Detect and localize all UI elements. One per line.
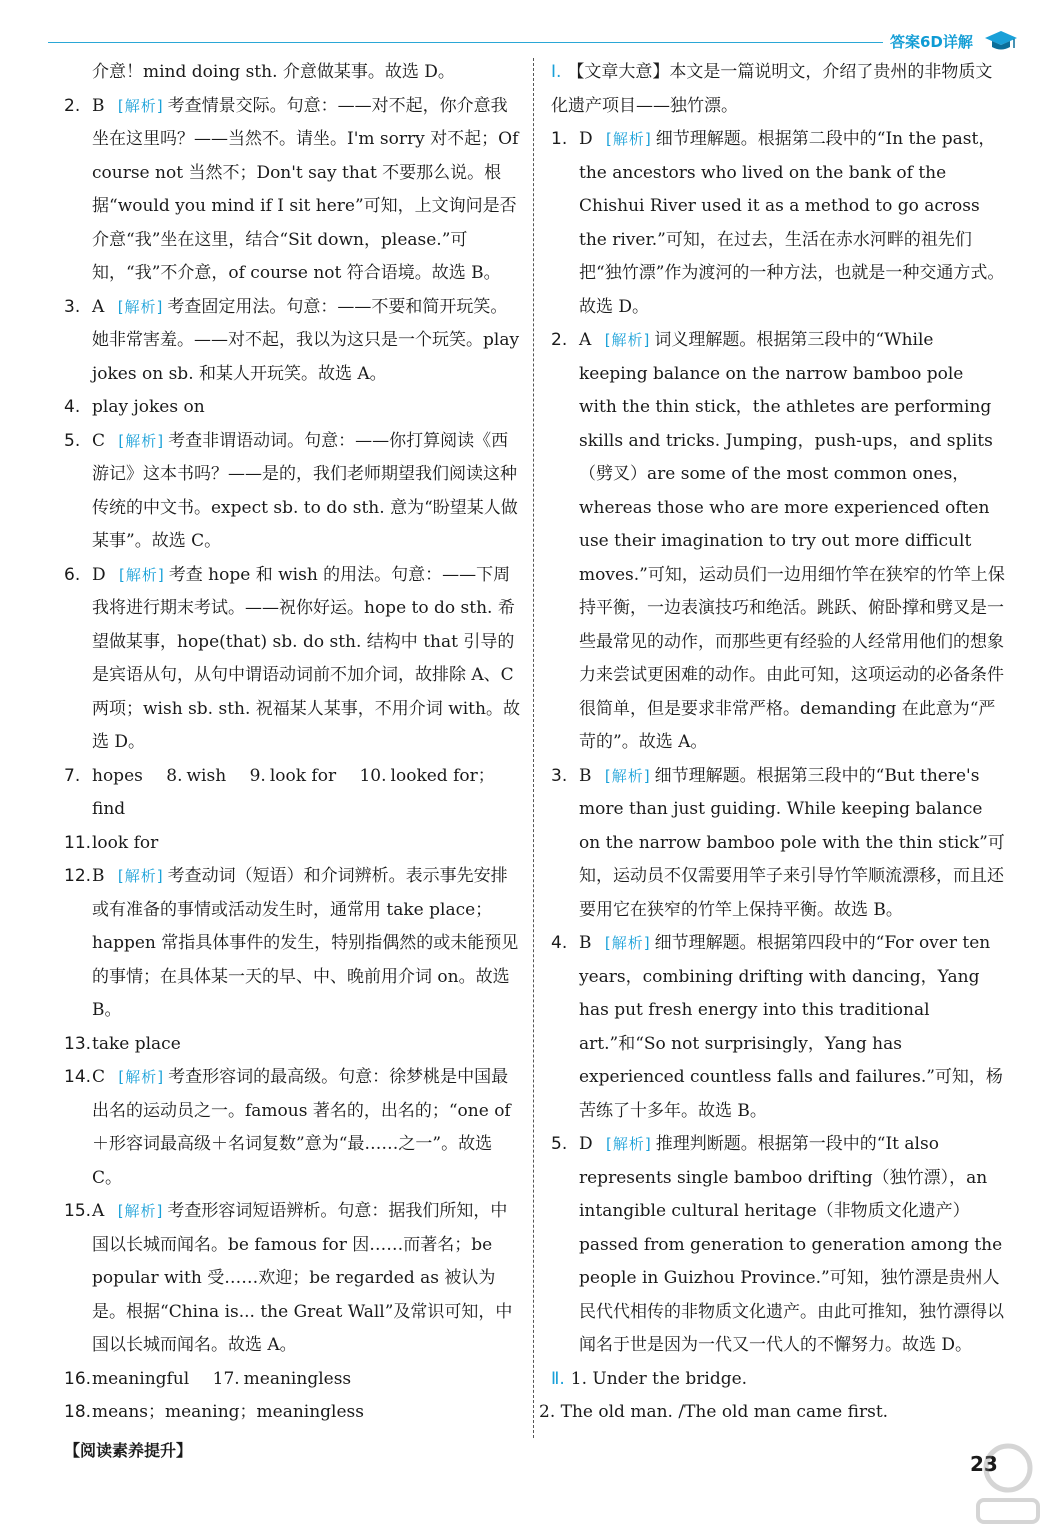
analysis-tag: [解析] [117,96,164,115]
analysis-text: 词义理解题。根据第三段中的“While keeping balance on the narrow bamboo pole with the thin stick，the athletes are performing skills and tricks. Jumping，push-ups，and splits（劈叉）are some of the most common ones，whereas those who are more experienced often use their imagination to try out more difficult moves.”可知，运动员们一边用细竹竿在狭窄的竹竿上保持平衡，一边表演技巧和绝活。跳跃、俯卧撑和劈叉是一些最常见的动作，而那些更有经验的人经常用他们的想象力来尝试更困难的动作。由此可知，这项运动的必备条件很简单，但是要求非常严格。demanding 在此意为“严苛的”。故选 A。 [579,330,1005,752]
answer-item-5 [64,425,522,559]
part-number: Ⅰ. [551,62,562,82]
answer-letter: B [92,95,105,116]
item-number: 4. [551,933,568,953]
answer-item-11 [64,827,522,861]
item-number: 9. [249,765,266,786]
reading-answer-3 [551,760,1006,928]
analysis-text: 考查形容词的最高级。句意：徐梦桃是中国最出名的运动员之一。famous 著名的，出名的；“one of＋形容词最高级＋名词复数”意为“最……之一”。故选 C。 [92,1067,511,1188]
answer-letter: D [579,1134,593,1154]
analysis-text: 考查 hope 和 wish 的用法。句意：——下周我将进行期末考试。——祝你好运。hope to do sth. 希望做某事，hope(that) sb. do sth. 结构中 that 引导的是宾语从句，从句中谓语动词前不加介词，故排除 A、C 两项；wish sb. sth. 祝福某人某事，不用介词 with。故选 D。 [92,564,520,752]
answer-text: look for [92,832,159,853]
item-number: 12. [64,866,92,886]
answer-letter: D [92,564,106,585]
analysis-tag: [解析] [606,1135,652,1153]
analysis-tag: [解析] [117,1202,164,1220]
answer-text: 1. Under the bridge. [570,1368,748,1389]
answer-letter: B [579,933,592,953]
part-2-answer-2: 2. The old man. /The old man came first. [539,1402,889,1422]
answer-items-16-17 [64,1363,522,1397]
analysis-text: 考查动词（短语）和介词辨析。表示事先安排或有准备的事情或活动发生时，通常用 take place；happen 常指具体事件的发生，特别指偶然的或未能预见的事情；在具体某一天的早、中、晚前用介词 on。故选 B。 [92,866,519,1020]
part-2-answer-1 [551,1363,1006,1397]
item-number: 5. [64,430,81,451]
answer-item-15 [64,1195,522,1363]
summary-text: 【文章大意】本文是一篇说明文，介绍了贵州的非物质文化遗产项目——独竹漂。 [551,62,993,116]
analysis-text: 考查情景交际。句意：——对不起，你介意我坐在这里吗？——当然不。请坐。I'm sorry 对不起；Of course not 当然不；Don't say that 不要那么说。根据“would you mind if I sit here”可知，上文询问是否介意“我”坐在这里，结合“Sit down，please.”可知，“我”不介意，of course not 符合语境。故选 B。 [92,95,519,283]
item-number: 4. [64,397,81,417]
item-number: 7. [64,765,81,786]
answer-letter: A [579,330,592,350]
answer-text: means；meaning；meaningless [92,1402,364,1422]
answer-letter: C [92,1067,106,1087]
answer-text: play jokes on [92,397,205,417]
analysis-tag: [解析] [118,431,165,450]
answer-item-14 [64,1061,522,1195]
column-divider [533,58,534,1438]
answer-text: meaningless [243,1368,352,1389]
item-number: 2. [551,330,568,350]
analysis-tag: [解析] [119,565,165,584]
item-number: 3. [64,296,81,317]
intro-continuation: 介意！mind doing sth. 介意做某事。故选 D。 [92,62,455,82]
item-number: 8. [166,765,183,786]
answer-item-13 [64,1028,522,1062]
watermark-logo [968,1440,1048,1530]
item-number: 16. [64,1368,92,1389]
answer-item-12 [64,860,522,1028]
graduation-cap-icon [983,28,1019,54]
analysis-tag: [解析] [117,297,164,316]
analysis-text: 考查非谓语动词。句意：——你打算阅读《西游记》这本书吗？——是的，我们老师期望我们阅读这种传统的中文书。expect sb. to do sth. 意为“盼望某人做某事”。故选 C。 [92,430,518,551]
analysis-text: 细节理解题。根据第四段中的“For over ten years，combining drifting with dancing，Yang has put fresh energy into this traditional art.”和“So not surprisingly，Yang has experienced countless falls and failures.”可知，杨苦练了十多年。故选 B。 [579,933,1003,1121]
answer-text: look for [269,765,337,786]
analysis-tag: [解析] [606,130,652,148]
answer-item-4 [64,391,522,425]
reading-answer-5 [551,1128,1006,1363]
answer-letter: B [92,866,105,886]
right-column [539,56,1006,1430]
item-number: 11. [64,832,92,853]
answer-text: hopes [92,765,143,786]
analysis-text: 细节理解题。根据第三段中的“But there's more than just guiding. While keeping balance on the narrow bamboo pole with the thin stick”可知，运动员不仅需要用竿子来引导竹竿顺流漂移，而且还要用它在狭窄的竹竿上保持平衡。故选 B。 [579,765,1005,920]
answer-text: meaningful [92,1368,190,1389]
item-number: 14. [64,1067,92,1087]
analysis-tag: [解析] [604,331,651,349]
item-number: 2. [64,95,81,116]
answer-text: take place [92,1033,181,1054]
item-number: 5. [551,1134,568,1154]
page-header [0,0,1055,58]
reading-answer-1 [551,123,1006,324]
analysis-text: 推理判断题。根据第一段中的“It also represents single bamboo drifting（独竹漂），an intangible cultural heritage（非物质文化遗产）passed from generation to generation among the people in Guizhou Province.”可知，独竹漂是贵州人民代代相传的非物质文化遗产。由此可推知，独竹漂得以闻名于世是因为一代又一代人的不懈努力。故选 D。 [579,1134,1004,1355]
answer-item-2 [64,90,522,291]
item-number: 17. [212,1368,240,1389]
page-number: 23 [970,1452,998,1476]
analysis-tag: [解析] [117,867,164,885]
item-number: 6. [64,564,81,585]
answer-item-18 [64,1396,522,1430]
analysis-text: 考查形容词短语辨析。句意：据我们所知，中国以长城而闻名。be famous for 因……而著名；be popular with 受……欢迎；be regarded as 被认为是。根据“China is... the Great Wall”及常识可知，中国以长城而闻名。故选 A。 [92,1201,513,1355]
analysis-tag: [解析] [118,1068,165,1086]
answer-letter: A [92,1201,105,1221]
section-title: 【阅读素养提升】 [64,1440,193,1460]
answer-text: wish [186,765,227,786]
item-number: 15. [64,1201,92,1221]
item-number: 1. [551,129,568,149]
analysis-tag: [解析] [604,934,651,952]
answer-text: looked for；find [92,765,495,819]
reading-answer-2 [551,324,1006,760]
reading-answer-4 [551,927,1006,1128]
answer-letter: B [579,765,592,786]
answer-letter: A [92,296,105,317]
item-number: 3. [551,765,568,786]
answer-letter: D [579,129,593,149]
analysis-tag: [解析] [604,766,651,785]
answer-item-3 [64,291,522,392]
header-label: 答案6D详解 [890,33,973,51]
header-rule [48,42,883,43]
answer-item-6 [64,559,522,760]
analysis-text: 考查固定用法。句意：——不要和简开玩笑。她非常害羞。——对不起，我以为这只是一个玩笑。play jokes on sb. 和某人开玩笑。故选 A。 [92,296,520,384]
article-summary [551,56,1006,123]
item-number: 18. [64,1402,92,1422]
answer-letter: C [92,430,106,451]
answer-items-7-10 [64,760,522,827]
item-number: 10. [359,765,387,786]
part-number: Ⅱ. [551,1368,565,1389]
item-number: 13. [64,1033,92,1054]
analysis-text: 细节理解题。根据第二段中的“In the past，the ancestors who lived on the bank of the Chishui River used it as a method to go across the river.”可知，在过去，生活在赤水河畔的祖先们把“独竹漂”作为渡河的一种方法，也就是一种交通方式。故选 D。 [579,129,1005,317]
left-column [64,56,522,1467]
